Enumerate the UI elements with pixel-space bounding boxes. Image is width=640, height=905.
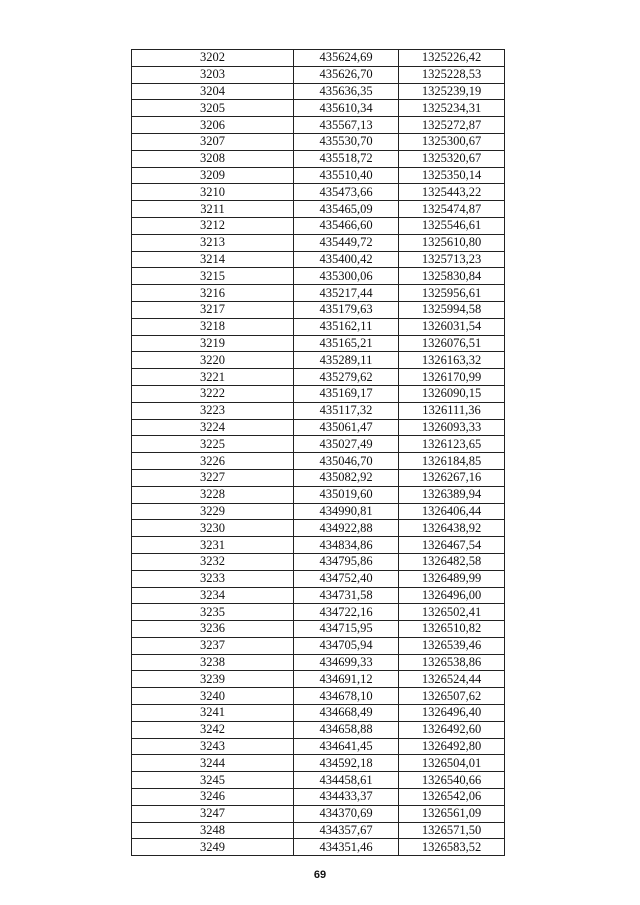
y-coordinate-cell: 1326507,62 xyxy=(399,688,505,705)
coordinates-table xyxy=(131,49,505,856)
y-coordinate-cell: 1325443,22 xyxy=(399,184,505,201)
y-coordinate-cell: 1325300,67 xyxy=(399,133,505,150)
y-coordinate-cell: 1325239,19 xyxy=(399,83,505,100)
y-coordinate-cell: 1325272,87 xyxy=(399,117,505,134)
y-coordinate-cell: 1326561,09 xyxy=(399,805,505,822)
x-coordinate-cell: 435289,11 xyxy=(294,352,399,369)
x-coordinate-cell: 434834,86 xyxy=(294,537,399,554)
x-coordinate-cell: 435162,11 xyxy=(294,318,399,335)
table-row xyxy=(132,755,505,772)
point-number-cell: 3206 xyxy=(132,117,294,134)
y-coordinate-cell: 1326170,99 xyxy=(399,369,505,386)
point-number-cell: 3205 xyxy=(132,100,294,117)
table-row xyxy=(132,436,505,453)
table-row xyxy=(132,537,505,554)
point-number-cell: 3236 xyxy=(132,621,294,638)
x-coordinate-cell: 435169,17 xyxy=(294,385,399,402)
x-coordinate-cell: 434458,61 xyxy=(294,772,399,789)
table-row xyxy=(132,352,505,369)
point-number-cell: 3248 xyxy=(132,822,294,839)
point-number-cell: 3203 xyxy=(132,66,294,83)
x-coordinate-cell: 434433,37 xyxy=(294,789,399,806)
table-row xyxy=(132,839,505,856)
table-row xyxy=(132,772,505,789)
table-row xyxy=(132,201,505,218)
table-row xyxy=(132,402,505,419)
x-coordinate-cell: 435530,70 xyxy=(294,133,399,150)
y-coordinate-cell: 1325830,84 xyxy=(399,268,505,285)
point-number-cell: 3241 xyxy=(132,705,294,722)
table-row xyxy=(132,419,505,436)
y-coordinate-cell: 1326502,41 xyxy=(399,604,505,621)
y-coordinate-cell: 1326510,82 xyxy=(399,621,505,638)
point-number-cell: 3227 xyxy=(132,469,294,486)
table-row xyxy=(132,721,505,738)
table-row xyxy=(132,738,505,755)
x-coordinate-cell: 435466,60 xyxy=(294,217,399,234)
point-number-cell: 3211 xyxy=(132,201,294,218)
table-row xyxy=(132,251,505,268)
x-coordinate-cell: 435400,42 xyxy=(294,251,399,268)
point-number-cell: 3242 xyxy=(132,721,294,738)
point-number-cell: 3223 xyxy=(132,402,294,419)
x-coordinate-cell: 434752,40 xyxy=(294,570,399,587)
table-row xyxy=(132,654,505,671)
point-number-cell: 3224 xyxy=(132,419,294,436)
table-row xyxy=(132,637,505,654)
y-coordinate-cell: 1325956,61 xyxy=(399,285,505,302)
y-coordinate-cell: 1326406,44 xyxy=(399,503,505,520)
point-number-cell: 3215 xyxy=(132,268,294,285)
y-coordinate-cell: 1326540,66 xyxy=(399,772,505,789)
point-number-cell: 3239 xyxy=(132,671,294,688)
table-row xyxy=(132,570,505,587)
table-row xyxy=(132,688,505,705)
point-number-cell: 3228 xyxy=(132,486,294,503)
x-coordinate-cell: 435510,40 xyxy=(294,167,399,184)
table-row xyxy=(132,453,505,470)
x-coordinate-cell: 434990,81 xyxy=(294,503,399,520)
point-number-cell: 3226 xyxy=(132,453,294,470)
table-row xyxy=(132,133,505,150)
point-number-cell: 3245 xyxy=(132,772,294,789)
table-row xyxy=(132,66,505,83)
point-number-cell: 3233 xyxy=(132,570,294,587)
point-number-cell: 3210 xyxy=(132,184,294,201)
x-coordinate-cell: 434705,94 xyxy=(294,637,399,654)
y-coordinate-cell: 1325610,80 xyxy=(399,234,505,251)
x-coordinate-cell: 435465,09 xyxy=(294,201,399,218)
x-coordinate-cell: 434658,88 xyxy=(294,721,399,738)
y-coordinate-cell: 1326539,46 xyxy=(399,637,505,654)
point-number-cell: 3208 xyxy=(132,150,294,167)
x-coordinate-cell: 435610,34 xyxy=(294,100,399,117)
x-coordinate-cell: 435473,66 xyxy=(294,184,399,201)
y-coordinate-cell: 1326504,01 xyxy=(399,755,505,772)
x-coordinate-cell: 435165,21 xyxy=(294,335,399,352)
x-coordinate-cell: 435626,70 xyxy=(294,66,399,83)
y-coordinate-cell: 1326389,94 xyxy=(399,486,505,503)
point-number-cell: 3237 xyxy=(132,637,294,654)
table-row xyxy=(132,469,505,486)
y-coordinate-cell: 1326111,36 xyxy=(399,402,505,419)
y-coordinate-cell: 1325713,23 xyxy=(399,251,505,268)
point-number-cell: 3229 xyxy=(132,503,294,520)
y-coordinate-cell: 1326184,85 xyxy=(399,453,505,470)
y-coordinate-cell: 1326489,99 xyxy=(399,570,505,587)
x-coordinate-cell: 434795,86 xyxy=(294,553,399,570)
x-coordinate-cell: 435567,13 xyxy=(294,117,399,134)
y-coordinate-cell: 1326031,54 xyxy=(399,318,505,335)
y-coordinate-cell: 1326538,86 xyxy=(399,654,505,671)
point-number-cell: 3249 xyxy=(132,839,294,856)
table-row xyxy=(132,604,505,621)
x-coordinate-cell: 434678,10 xyxy=(294,688,399,705)
x-coordinate-cell: 434691,12 xyxy=(294,671,399,688)
point-number-cell: 3202 xyxy=(132,50,294,67)
point-number-cell: 3231 xyxy=(132,537,294,554)
point-number-cell: 3234 xyxy=(132,587,294,604)
x-coordinate-cell: 434668,49 xyxy=(294,705,399,722)
y-coordinate-cell: 1326492,80 xyxy=(399,738,505,755)
page-number: 69 xyxy=(313,869,327,881)
table-row xyxy=(132,671,505,688)
y-coordinate-cell: 1326123,65 xyxy=(399,436,505,453)
table-row xyxy=(132,217,505,234)
point-number-cell: 3218 xyxy=(132,318,294,335)
x-coordinate-cell: 435518,72 xyxy=(294,150,399,167)
point-number-cell: 3207 xyxy=(132,133,294,150)
x-coordinate-cell: 435279,62 xyxy=(294,369,399,386)
point-number-cell: 3246 xyxy=(132,789,294,806)
y-coordinate-cell: 1325228,53 xyxy=(399,66,505,83)
y-coordinate-cell: 1326093,33 xyxy=(399,419,505,436)
table-row xyxy=(132,805,505,822)
y-coordinate-cell: 1326496,00 xyxy=(399,587,505,604)
point-number-cell: 3214 xyxy=(132,251,294,268)
x-coordinate-cell: 435027,49 xyxy=(294,436,399,453)
point-number-cell: 3216 xyxy=(132,285,294,302)
y-coordinate-cell: 1326496,40 xyxy=(399,705,505,722)
coordinates-table-body xyxy=(132,50,505,856)
x-coordinate-cell: 435449,72 xyxy=(294,234,399,251)
y-coordinate-cell: 1326163,32 xyxy=(399,352,505,369)
table-row xyxy=(132,369,505,386)
point-number-cell: 3213 xyxy=(132,234,294,251)
x-coordinate-cell: 434641,45 xyxy=(294,738,399,755)
x-coordinate-cell: 434731,58 xyxy=(294,587,399,604)
x-coordinate-cell: 435117,32 xyxy=(294,402,399,419)
point-number-cell: 3225 xyxy=(132,436,294,453)
table-row xyxy=(132,789,505,806)
x-coordinate-cell: 435082,92 xyxy=(294,469,399,486)
table-row xyxy=(132,167,505,184)
x-coordinate-cell: 435179,63 xyxy=(294,301,399,318)
table-row xyxy=(132,50,505,67)
x-coordinate-cell: 434722,16 xyxy=(294,604,399,621)
point-number-cell: 3221 xyxy=(132,369,294,386)
x-coordinate-cell: 435300,06 xyxy=(294,268,399,285)
table-row xyxy=(132,117,505,134)
point-number-cell: 3243 xyxy=(132,738,294,755)
point-number-cell: 3212 xyxy=(132,217,294,234)
y-coordinate-cell: 1326482,58 xyxy=(399,553,505,570)
table-row xyxy=(132,503,505,520)
point-number-cell: 3247 xyxy=(132,805,294,822)
point-number-cell: 3204 xyxy=(132,83,294,100)
y-coordinate-cell: 1326267,16 xyxy=(399,469,505,486)
y-coordinate-cell: 1325234,31 xyxy=(399,100,505,117)
point-number-cell: 3220 xyxy=(132,352,294,369)
table-row xyxy=(132,318,505,335)
x-coordinate-cell: 435019,60 xyxy=(294,486,399,503)
table-row xyxy=(132,822,505,839)
y-coordinate-cell: 1325320,67 xyxy=(399,150,505,167)
y-coordinate-cell: 1326467,54 xyxy=(399,537,505,554)
x-coordinate-cell: 434715,95 xyxy=(294,621,399,638)
y-coordinate-cell: 1326090,15 xyxy=(399,385,505,402)
table-row xyxy=(132,301,505,318)
table-row xyxy=(132,268,505,285)
point-number-cell: 3244 xyxy=(132,755,294,772)
y-coordinate-cell: 1326542,06 xyxy=(399,789,505,806)
x-coordinate-cell: 435636,35 xyxy=(294,83,399,100)
point-number-cell: 3240 xyxy=(132,688,294,705)
table-row xyxy=(132,150,505,167)
table-row xyxy=(132,385,505,402)
y-coordinate-cell: 1325350,14 xyxy=(399,167,505,184)
x-coordinate-cell: 435217,44 xyxy=(294,285,399,302)
point-number-cell: 3238 xyxy=(132,654,294,671)
y-coordinate-cell: 1326438,92 xyxy=(399,520,505,537)
point-number-cell: 3235 xyxy=(132,604,294,621)
table-row xyxy=(132,553,505,570)
x-coordinate-cell: 434592,18 xyxy=(294,755,399,772)
point-number-cell: 3232 xyxy=(132,553,294,570)
table-row xyxy=(132,486,505,503)
x-coordinate-cell: 434922,88 xyxy=(294,520,399,537)
table-row xyxy=(132,520,505,537)
point-number-cell: 3219 xyxy=(132,335,294,352)
table-row xyxy=(132,587,505,604)
x-coordinate-cell: 435046,70 xyxy=(294,453,399,470)
y-coordinate-cell: 1326076,51 xyxy=(399,335,505,352)
y-coordinate-cell: 1325546,61 xyxy=(399,217,505,234)
table-row xyxy=(132,621,505,638)
x-coordinate-cell: 434699,33 xyxy=(294,654,399,671)
table-row xyxy=(132,184,505,201)
x-coordinate-cell: 434370,69 xyxy=(294,805,399,822)
x-coordinate-cell: 434351,46 xyxy=(294,839,399,856)
y-coordinate-cell: 1325226,42 xyxy=(399,50,505,67)
y-coordinate-cell: 1325474,87 xyxy=(399,201,505,218)
table-row xyxy=(132,335,505,352)
point-number-cell: 3222 xyxy=(132,385,294,402)
table-row xyxy=(132,705,505,722)
point-number-cell: 3217 xyxy=(132,301,294,318)
table-row xyxy=(132,100,505,117)
x-coordinate-cell: 434357,67 xyxy=(294,822,399,839)
y-coordinate-cell: 1326571,50 xyxy=(399,822,505,839)
table-row xyxy=(132,234,505,251)
point-number-cell: 3230 xyxy=(132,520,294,537)
y-coordinate-cell: 1326583,52 xyxy=(399,839,505,856)
x-coordinate-cell: 435061,47 xyxy=(294,419,399,436)
x-coordinate-cell: 435624,69 xyxy=(294,50,399,67)
y-coordinate-cell: 1326524,44 xyxy=(399,671,505,688)
table-row xyxy=(132,285,505,302)
point-number-cell: 3209 xyxy=(132,167,294,184)
table-row xyxy=(132,83,505,100)
y-coordinate-cell: 1325994,58 xyxy=(399,301,505,318)
y-coordinate-cell: 1326492,60 xyxy=(399,721,505,738)
